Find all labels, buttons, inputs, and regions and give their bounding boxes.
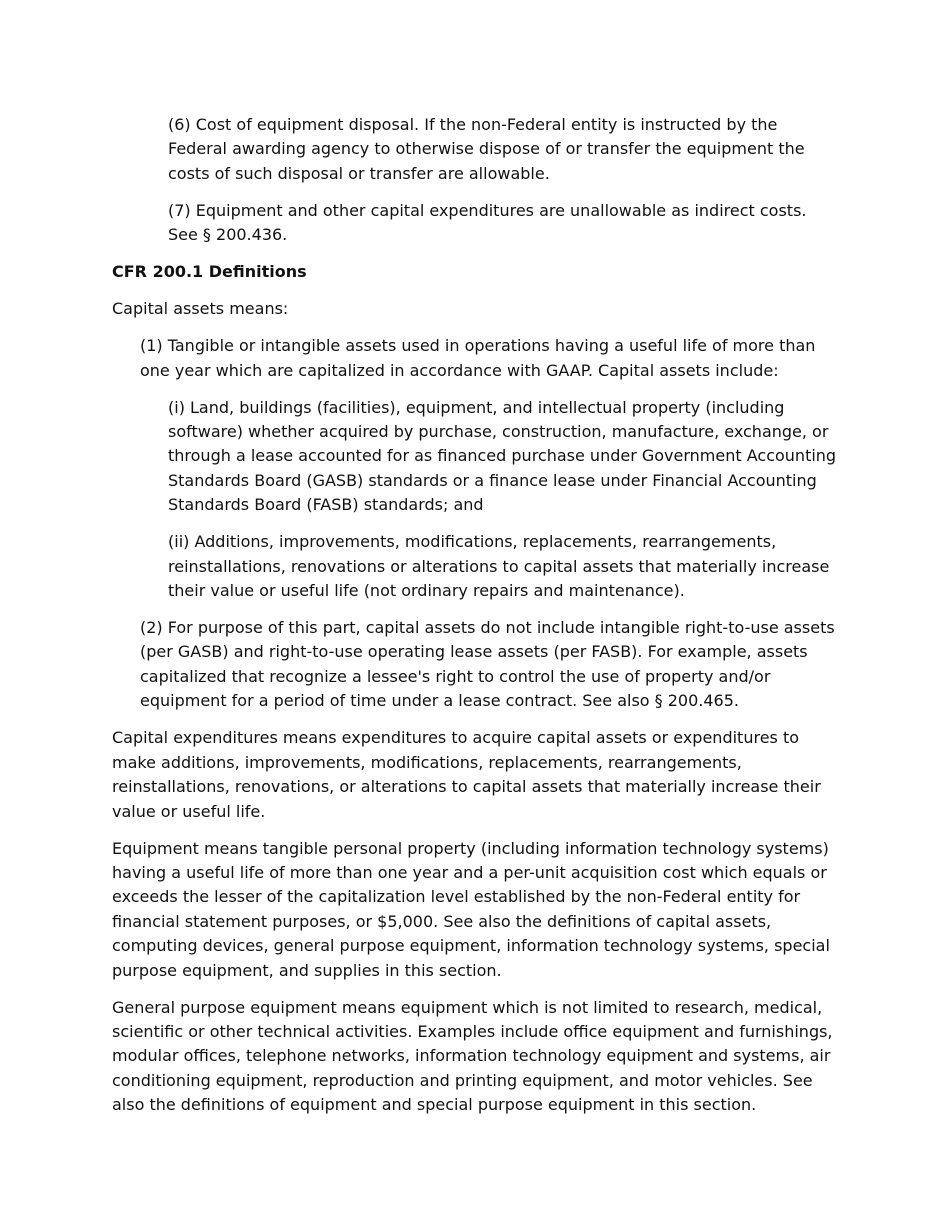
paragraph-capital-assets-1: (1) Tangible or intangible assets used in operations having a useful life of more than one year which are capitalized in accordance with GAAP. Capital assets include: (140, 336, 816, 380)
paragraph-indirect-costs: (7) Equipment and other capital expenditures are unallowable as indirect costs. See § 200.436. (168, 200, 807, 245)
paragraph-capital-assets-1-i: (i) Land, buildings (facilities), equipment, and intellectual property (including software) whether acquired by purchase, construction, manufacture, exchange, or through a lease accounted for as financed purchase under Government Accounting Standards Board (GASB) standards or a finance lease under Financial Accounting Standards Board (FASB) standards; and (168, 397, 837, 515)
paragraph-equipment: Equipment means tangible personal property (including information technology systems) having a useful life of more than one year and a per-unit acquisition cost which equals or exceeds the lesser of the capitalization level established by the non-Federal entity for financial statement purposes, or $5,000. See also the definitions of capital assets, computing devices, general purpose equipment, information technology systems, special purpose equipment, and supplies in this section. (112, 838, 830, 980)
paragraph-capital-assets-intro: Capital assets means: (112, 299, 289, 319)
paragraph-general-purpose-equipment: General purpose equipment means equipment which is not limited to research, medical, scientific or other technical activities. Examples include office equipment and furnishings, modular offices, telephone networks, information technology equipment and systems, air conditioning equipment, reproduction and printing equipment, and motor vehicles. See also the definitions of equipment and special purpose equipment in this section. (112, 997, 833, 1115)
paragraph-equipment-disposal: (6) Cost of equipment disposal. If the non-Federal entity is instructed by the Federal awarding agency to otherwise dispose of or transfer the equipment the costs of such disposal or transfer are allowable. (168, 115, 805, 183)
paragraph-capital-expenditures: Capital expenditures means expenditures to acquire capital assets or expenditures to make additions, improvements, modifications, replacements, rearrangements, reinstallations, renovations, or alterations to capital assets that materially increase their value or useful life. (112, 728, 821, 821)
paragraph-capital-assets-2: (2) For purpose of this part, capital assets do not include intangible right-to-use assets (per GASB) and right-to-use operating lease assets (per FASB). For example, assets capitalized that recognize a lessee's right to control the use of property and/or equipment for a period of time under a lease contract. See also § 200.465. (140, 618, 835, 711)
section-heading: CFR 200.1 Definitions (112, 262, 307, 282)
document-body (112, 113, 840, 1130)
paragraph-capital-assets-1-ii: (ii) Additions, improvements, modifications, replacements, rearrangements, reinstallations, renovations or alterations to capital assets that materially increase their value or useful life (not ordinary repairs and maintenance). (168, 532, 830, 601)
